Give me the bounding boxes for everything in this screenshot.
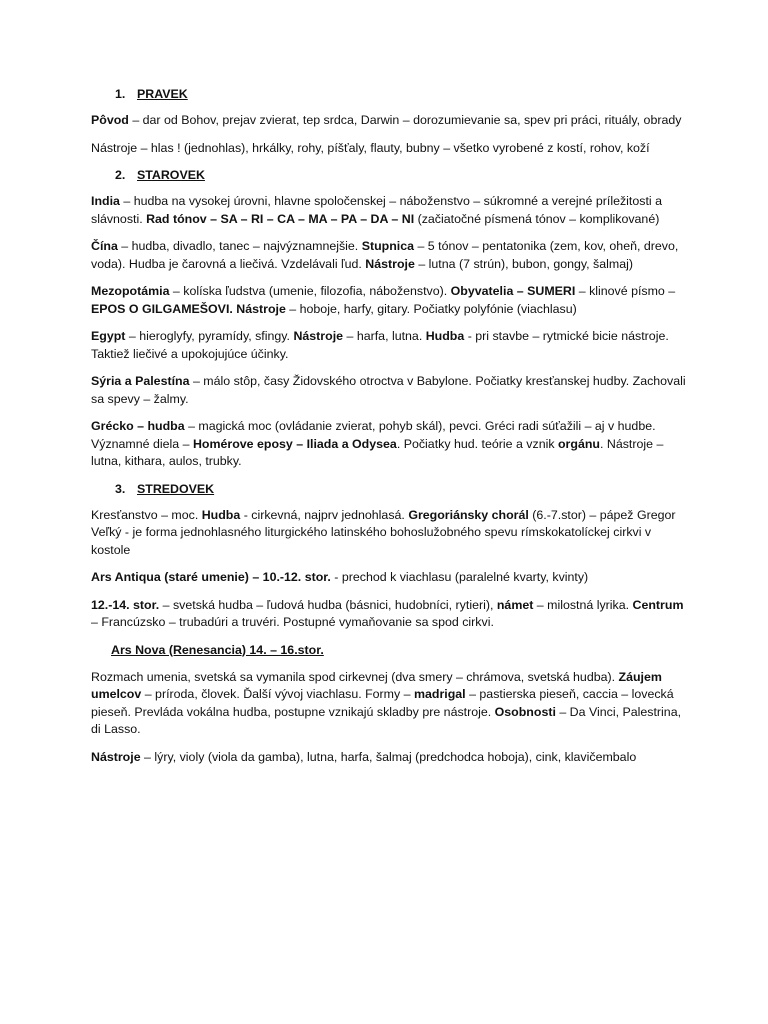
section-title: PRAVEK	[137, 87, 188, 101]
paragraph-segment: – hoboje, harfy, gitary. Počiatky polyfónie (viachlasu)	[285, 301, 577, 316]
paragraph-segment: (6.-7.stor) – pápež Gregor Veľký - je forma jednohlasného liturgického latinského bohoslužobného spevu rímskokatolíckej cirkvi v kostole	[91, 507, 676, 557]
section-number: 2.	[115, 168, 126, 182]
paragraph-nastroje-renesancia	[91, 749, 691, 767]
paragraph-segment: Hudba	[201, 507, 241, 522]
paragraph-segment: Gregoriánsky chorál	[408, 507, 529, 522]
paragraph-segment: Nástroje – hlas ! (jednohlas), hrkálky, rohy, píšťaly, flauty, bubny – všetko vyrobené z kostí, rohov, koží	[91, 140, 650, 155]
paragraph-segment: orgánu	[557, 436, 600, 451]
paragraph-segment: 12.-14. stor.	[91, 597, 160, 612]
paragraph-segment: – príroda, človek. Ďalší vývoj viachlasu. Formy –	[141, 687, 414, 701]
paragraph-segment: - cirkevná, najprv jednohlasá.	[240, 507, 409, 522]
paragraph-segment: - prechod k viachlasu (paralelné kvarty, kvinty)	[330, 570, 589, 584]
paragraph-segment: – kolíska ľudstva (umenie, filozofia, náboženstvo).	[169, 284, 451, 298]
paragraph-svetska-hudba	[91, 597, 691, 632]
paragraph-ars-antiqua	[91, 569, 691, 587]
paragraph-segment: – hudba, divadlo, tanec – najvýznamnejšie.	[117, 239, 362, 253]
paragraph-segment: Rozmach umenia, svetská sa vymanila spod cirkevnej (dva smery – chrámova, svetská hudba).	[91, 669, 619, 684]
paragraph-segment: Kresťanstvo – moc.	[91, 507, 202, 522]
paragraph-segment: – Francúzsko – trubadúri a truvéri. Postupné vymaňovanie sa spod cirkvi.	[91, 615, 494, 629]
paragraph-segment: Homérove eposy – Iliada a Odysea	[192, 436, 397, 451]
paragraph-segment: – hudba na vysokej úrovni, hlavne spoločenskej – náboženstvo – súkromné a verejné príležitosti a slávnosti.	[91, 194, 662, 226]
paragraph-segment: Nástroje	[293, 329, 344, 343]
paragraph-povod	[91, 112, 691, 130]
section-heading-stredovek	[91, 480, 691, 498]
paragraph-krestanstvo	[91, 507, 691, 560]
subsection-title: Ars Nova (Renesancia) 14. – 16.stor.	[111, 642, 324, 657]
paragraph-segment: Rad tónov – SA – RI – CA – MA – PA – DA – NI	[146, 211, 415, 226]
section-heading-pravek	[91, 85, 691, 103]
paragraph-segment: Grécko – hudba	[91, 419, 185, 433]
paragraph-segment: – lýry, violy (viola da gamba), lutna, harfa, šalmaj (predchodca hoboja), cink, klavičembalo	[140, 749, 637, 764]
section-number: 3.	[115, 481, 126, 496]
paragraph-segment: – hieroglyfy, pyramídy, sfingy.	[125, 329, 294, 343]
paragraph-india	[91, 193, 691, 228]
paragraph-segment: . Počiatky hud. teórie a vznik	[396, 436, 558, 451]
paragraph-segment: – svetská hudba – ľudová hudba (básnici, hudobníci, rytieri),	[159, 597, 497, 612]
section-heading-starovek	[91, 166, 691, 184]
paragraph-segment: – magická moc (ovládanie zvierat, pohyb skál), pevci. Gréci radi súťažili – aj v hudbe. Významné diela –	[91, 419, 656, 451]
paragraph-syria	[91, 373, 691, 408]
paragraph-grecko	[91, 418, 691, 471]
paragraph-segment: Ars Antiqua (staré umenie) – 10.-12. stor.	[91, 570, 331, 584]
section-number: 1.	[115, 87, 126, 101]
paragraph-segment: Osobnosti	[494, 704, 556, 719]
paragraph-segment: – dar od Bohov, prejav zvierat, tep srdca, Darwin – dorozumievanie sa, spev pri práci, rituály, obrady	[128, 113, 682, 127]
paragraph-segment: . Nástroje – lutna, kithara, aulos, trubky.	[91, 436, 664, 468]
section-title: STAROVEK	[137, 168, 205, 182]
paragraph-segment: Centrum	[632, 597, 684, 612]
paragraph-segment: – Da Vinci, Palestrina, di Lasso.	[91, 704, 682, 736]
paragraph-cina	[91, 238, 691, 273]
paragraph-egypt	[91, 328, 691, 363]
paragraph-segment: India	[91, 194, 120, 208]
paragraph-segment: Pôvod	[91, 113, 129, 127]
paragraph-segment: Čína	[91, 239, 118, 253]
paragraph-segment: Stupnica	[361, 239, 415, 253]
paragraph-segment: – harfa, lutna.	[343, 329, 426, 343]
paragraph-segment: Nástroje	[365, 256, 415, 271]
paragraph-segment: EPOS O GILGAMEŠOVI. Nástroje	[91, 301, 286, 316]
paragraph-segment: Obyvatelia – SUMERI	[450, 284, 576, 298]
paragraph-nastroje-pravek	[91, 140, 691, 158]
paragraph-segment: Egypt	[91, 329, 126, 343]
paragraph-mezopotamia	[91, 283, 691, 318]
paragraph-segment: – klinové písmo –	[575, 284, 676, 298]
paragraph-segment: – pastierska pieseň, caccia – lovecká pieseň. Prevláda vokálna hudba, postupne vznikajú skladby pre nástroje.	[91, 687, 674, 719]
paragraph-segment: – málo stôp, časy Židovského otroctva v Babylone. Počiatky kresťanskej hudby. Zachovali sa spevy – žalmy.	[91, 374, 686, 406]
document-page	[91, 85, 691, 766]
paragraph-segment: Hudba	[425, 329, 465, 343]
paragraph-segment: námet	[496, 597, 534, 612]
paragraph-segment: madrigal	[413, 687, 466, 701]
section-title: STREDOVEK	[137, 481, 215, 496]
paragraph-segment: – milostná lyrika.	[533, 597, 633, 612]
paragraph-segment: – 5 tónov – pentatonika (zem, kov, oheň, drevo, voda). Hudba je čarovná a liečivá. Vzdelávali ľud.	[91, 239, 679, 271]
paragraph-segment: Mezopotámia	[91, 284, 170, 298]
paragraph-segment: Záujem umelcov	[91, 669, 662, 701]
paragraph-segment: Sýria a Palestína	[91, 374, 190, 388]
paragraph-rozmach-umenia	[91, 669, 691, 739]
paragraph-segment: (začiatočné písmená tónov – komplikované)	[414, 211, 660, 226]
paragraph-segment: – lutna (7 strún), bubon, gongy, šalmaj)	[414, 256, 633, 271]
paragraph-segment: - pri stavbe – rytmické bicie nástroje. Taktiež liečivé a upokojujúce účinky.	[91, 329, 669, 361]
subsection-heading-ars-nova	[91, 641, 691, 659]
paragraph-segment: Nástroje	[91, 749, 141, 764]
